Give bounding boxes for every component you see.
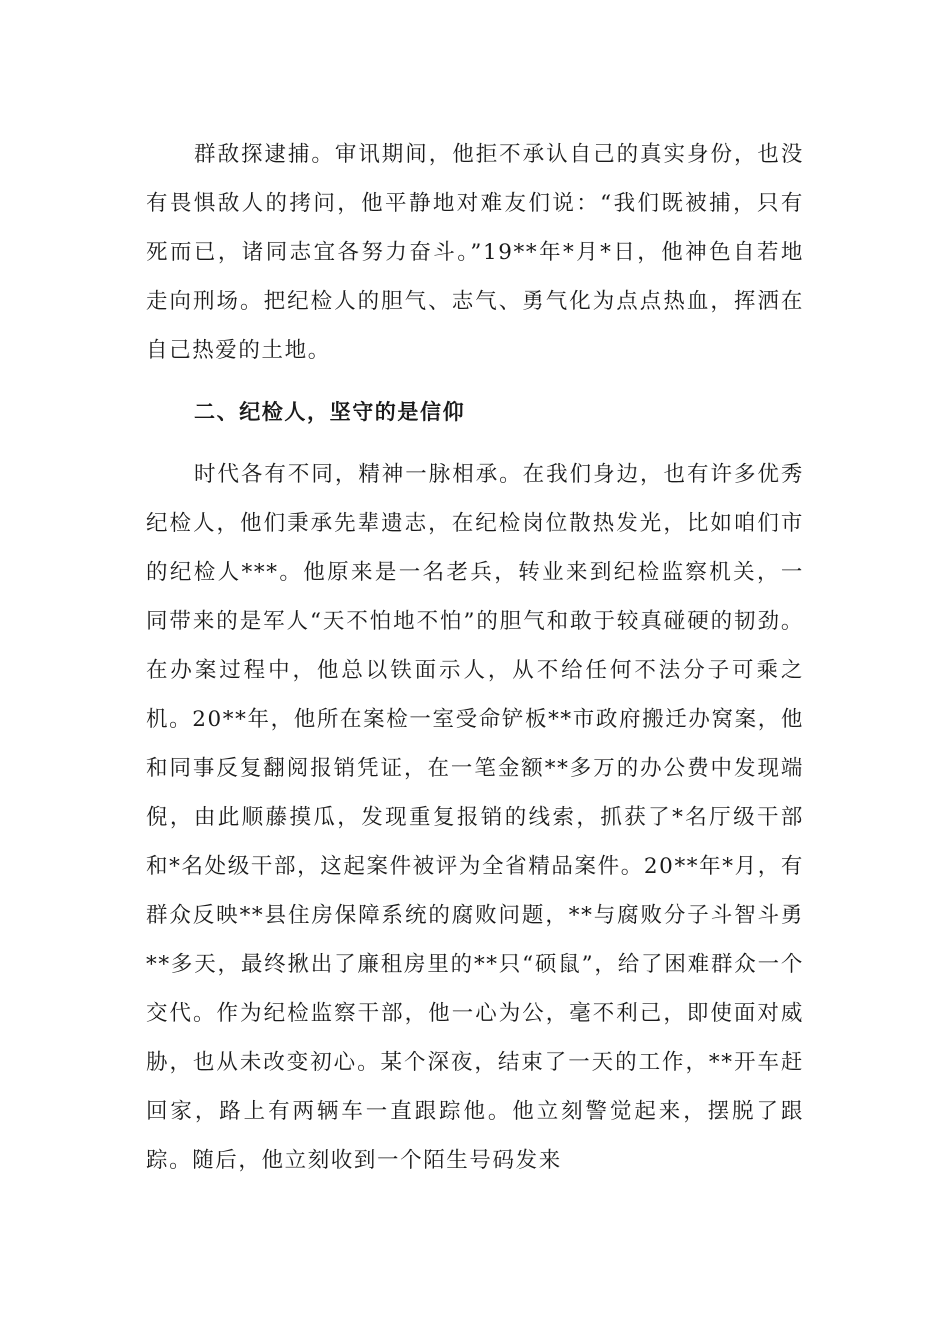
document-body: [146, 130, 804, 1185]
paragraph-continued: 群敌探逮捕。审讯期间，他拒不承认自己的真实身份，也没有畏惧敌人的拷问，他平静地对难友们说：“我们既被捕，只有死而已，诸同志宜各努力奋斗。”19**年*月*日，他神色自若地走向刑场。把纪检人的胆气、志气、勇气化为点点热血，挥洒在自己热爱的土地。: [146, 142, 804, 363]
paragraph: 时代各有不同，精神一脉相承。在我们身边，也有许多优秀纪检人，他们秉承先辈遗志，在纪检岗位散热发光，比如咱们市的纪检人***。他原来是一名老兵，转业来到纪检监察机关，一同带来的是军人“天不怕地不怕”的胆气和敢于较真碰硬的韧劲。在办案过程中，他总以铁面示人，从不给任何不法分子可乘之机。20**年，他所在案检一室受命铲板**市政府搬迁办窝案，他和同事反复翻阅报销凭证，在一笔金额**多万的办公费中发现端倪，由此顺藤摸瓜，发现重复报销的线索，抓获了*名厅级干部和*名处级干部，这起案件被评为全省精品案件。20**年*月，有群众反映**县住房保障系统的腐败问题，**与腐败分子斗智斗勇**多天，最终揪出了廉租房里的**只“硕鼠”，给了困难群众一个交代。作为纪检监察干部，他一心为公，毫不利己，即使面对威胁，也从未改变初心。某个深夜，结束了一天的工作，**开车赶回家，路上有两辆车一直跟踪他。他立刻警觉起来，摆脱了跟踪。随后，他立刻收到一个陌生号码发来: [146, 462, 804, 1173]
section-heading: 二、纪检人，坚守的是信仰: [194, 400, 466, 424]
